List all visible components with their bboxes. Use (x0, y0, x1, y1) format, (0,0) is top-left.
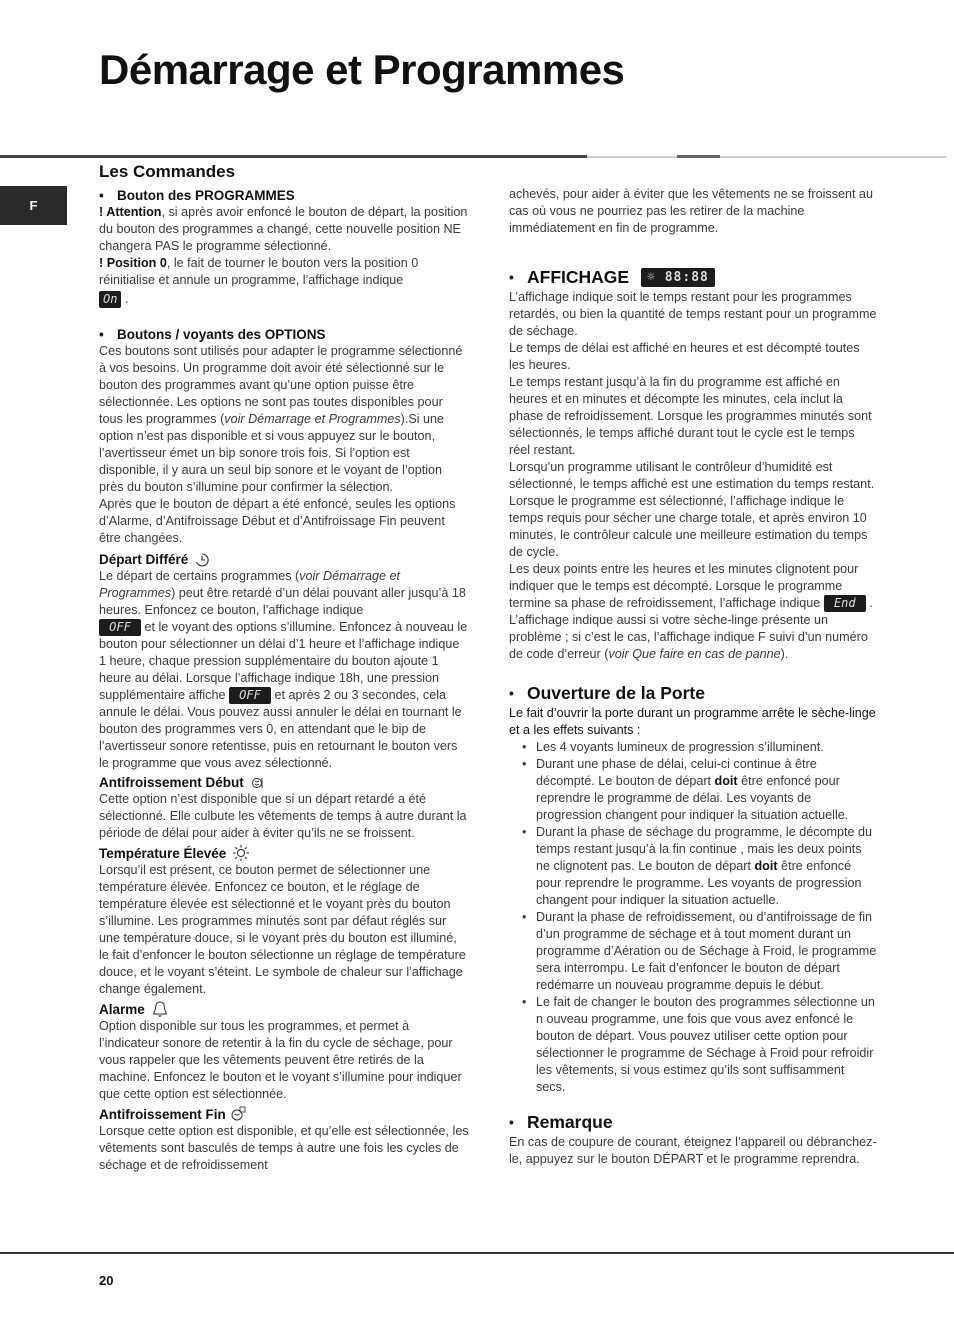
porte-effect-item: • Le fait de changer le bouton des programmes sélectionne un n ouveau programme, une fois que vous avez enfoncé le bouton de départ. Vous pouvez utiliser cette option pour sélectionner le programme de Séchage à Froid pour refroidir les vêtements, si vous estimez qu’ils sont suffisamment secs. (536, 994, 877, 1096)
header-divider-light (587, 156, 677, 158)
temperature-paragraph: Lorsqu’il est présent, ce bouton permet de sélectionner une température élevée. Enfoncez ce bouton, et le réglage de température élevée est sélectionné et le voyant près du bouton s’illumine. Les programmes minutés sont par défaut réglés sur une température douce, si le voyant près du bouton est illuminé, le fait d’enfoncer le bouton sélectionne un réglage de température douce, et le voyant s’éteint. Le symbole de chaleur sur l’affichage change également. (99, 863, 466, 997)
porte-effect-item: • Les 4 voyants lumineux de progression s’illuminent. (536, 739, 877, 756)
programmes-heading: • Bouton des PROGRAMMES (99, 187, 469, 204)
antifroissement-debut-heading (99, 774, 469, 791)
porte-effect-item: • Durant la phase de séchage du programme, le décompte du temps restant jusqu’à la fin continue , mais les deux points ne clignotent pas. Le bouton de départ doit être enfoncé pour reprendre le programme. Les voyants de progression changent pour indiquer la situation actuelle. (536, 824, 877, 909)
remarque-label: Remarque (527, 1112, 613, 1133)
depart-differe-label: Départ Différé (99, 552, 189, 567)
page-title: Démarrage et Programmes (99, 46, 625, 93)
attention-paragraph (99, 204, 469, 255)
lcd-off-display: OFF (99, 619, 141, 636)
section-heading-commandes: Les Commandes (99, 162, 236, 181)
lcd-end-display: End (824, 595, 866, 612)
sun-icon (232, 844, 250, 862)
lcd-off-display-2: OFF (229, 687, 271, 704)
alarme-heading (99, 1000, 469, 1018)
affichage-paragraph-4: Lorsqu’un programme utilisant le contrôleur d’humidité est sélectionné, le temps affiché est une estimation du temps restant. Lorsque le programme est sélectionné, l’affichage indique le temps requis pour sécher une charge totale, et après environ 10 minutes, le contrôleur calcule une meilleure estimation du temps de cycle. (509, 460, 875, 559)
affichage-heading: • AFFICHAGE ☼ 88:88 (509, 265, 877, 289)
header-divider-light-2 (720, 156, 946, 158)
remarque-heading: • Remarque (509, 1112, 613, 1133)
options-heading: • Boutons / voyants des OPTIONS (99, 326, 469, 343)
bell-icon (151, 1000, 169, 1018)
lcd-on-display: On (99, 291, 121, 308)
position0-paragraph: ! Position 0, le fait de tourner le bouton vers la position 0 réinitialise et annule un programme, l’affichage indique On . (99, 256, 419, 306)
options-text-2: ).Si une option n’est pas disponible et si vous appuyez sur le bouton, l’avertisseur émet un bip sonore trois fois. Si l’option est disponible, il y aura un seul bip sonore et le voyant de l’option près du bouton s’illumine pour confirmer la sélection. (99, 412, 445, 494)
affichage-paragraph-2: Le temps de délai est affiché en heures et est décompté toutes les heures. (509, 341, 860, 372)
affichage-paragraph-5: Les deux points entre les heures et les minutes clignotent pour indiquer que le temps est décompté. Lorsque le programme termine sa phase de refroidissement, l’affichage indique End . (509, 562, 873, 611)
alarme-paragraph: Option disponible sur tous les programmes, et permet à l’indicateur sonore de retentir à la fin du cycle de séchage, pour vous rappeler que les vêtements peuvent être retirés de la machine. Enfoncez le bouton et le voyant s’illumine pour indiquer que cette option est sélectionnée. (99, 1019, 462, 1102)
porte-heading: • Ouverture de la Porte (509, 683, 705, 704)
antifroissement-fin-label: Antifroissement Fin (99, 1106, 226, 1122)
position0-label: ! Position 0 (99, 256, 167, 270)
lcd-time-digits: 88:88 (664, 269, 709, 285)
header-divider-accent (677, 155, 720, 158)
options-text-1: Ces boutons sont utilisés pour adapter le programme sélectionné à vos besoins. Un programme doit avoir été sélectionné sur le bouton des programmes avant qu’une option puisse être sélectionnée. Les options ne sont pas toutes disponibles pour tous les programmes ( (99, 344, 463, 426)
tumble-end-icon (229, 1105, 247, 1123)
attention-label: ! Attention (99, 205, 162, 219)
temperature-heading (99, 844, 469, 862)
continuation-paragraph: achevés, pour aider à éviter que les vêtements ne se froissent au cas où vous ne pourriez pas les retirer de la machine immédiatement en fin de programme. (509, 187, 874, 235)
depart-differe-heading (99, 551, 469, 568)
language-tab: F (0, 186, 67, 225)
depart-text-3: et le voyant des options s’illumine. Enfoncez à nouveau le bouton pour sélectionner un délai d’1 heure et l’affichage indique 1 heure, chaque pression supplémentaire du bouton ajoute 1 heure au délai. Lorsque l’affichage indique 18h, une pression supplémentaire affiche (99, 620, 468, 703)
affichage-text-5: Les deux points entre les heures et les minutes clignotent pour indiquer que le temps est décompté. Lorsque le programme termine sa phase de refroidissement, l’affichage indique (509, 562, 859, 610)
left-column (99, 160, 469, 1174)
options-reference: voir Démarrage et Programmes (224, 412, 401, 426)
antifroissement-debut-paragraph: Cette option n’est disponible que si un départ retardé a été sélectionné. Elle culbute les vêtements de temps à autre durant la période de délai pour aider à éviter qu’ils ne se froissent. (99, 792, 467, 841)
attention-text: , si après avoir enfoncé le bouton de départ, la position du bouton des programmes a changé, cette nouvelle position NE changera PAS le programme sélectionné. (99, 205, 468, 253)
page-number: 20 (99, 1273, 114, 1288)
options-paragraph-2: Après que le bouton de départ a été enfoncé, seules les options d’Alarme, d’Antifroissage Début et d’Antifroissage Fin peuvent être changées. (99, 497, 456, 545)
depart-reference: voir Démarrage et Programmes (99, 569, 400, 600)
affichage-text-6: L’affichage indique aussi si votre sèche-linge présente un problème ; si c’est le cas, l’affichage indique F suivi d’un numéro de code d’erreur ( (509, 613, 868, 662)
depart-differe-paragraph (99, 568, 469, 772)
antifroissement-fin-paragraph: Lorsque cette option est disponible, et qu’elle est sélectionnée, les vêtements sont basculés de temps à autre une fois les cycles de séchage et de refroidissement (99, 1124, 469, 1173)
porte-label: Ouverture de la Porte (527, 683, 705, 704)
alarme-label: Alarme (99, 1001, 145, 1017)
affichage-paragraph-6: L’affichage indique aussi si votre sèche-linge présente un problème ; si c’est le cas, l’affichage indique F suivi d’un numéro de code d’erreur (voir Que faire en cas de panne). (509, 613, 868, 662)
porte-effect-item: • Durant une phase de délai, celui-ci continue à être décompté. Le bouton de départ doit être enfoncé pour reprendre le programme de délai. Les voyants de progression changent pour indiquer la situation actuelle. (536, 756, 877, 824)
tumble-start-icon (250, 775, 266, 791)
footer-divider (0, 1252, 954, 1254)
header-divider (0, 155, 587, 158)
affichage-paragraph-1: L’affichage indique soit le temps restant pour les programmes retardés, ou bien la quantité de temps restant pour un programme de séchage. (509, 290, 877, 338)
depart-text-1: Le départ de certains programmes ( (99, 569, 300, 583)
antifroissement-fin-heading (99, 1105, 469, 1123)
position0-text: , le fait de tourner le bouton vers la position 0 réinitialise et annule un programme, l’affichage indique (99, 256, 419, 287)
options-paragraph (99, 343, 469, 496)
remarque-paragraph: En cas de coupure de courant, éteignez l’appareil ou débranchez-le, appuyez sur le bouton DÉPART et le programme reprendra. (509, 1135, 877, 1167)
porte-intro: Le fait d’ouvrir la porte durant un programme arrête le sèche-linge et a les effets suivants : (509, 706, 876, 738)
affichage-paragraph-3: Le temps restant jusqu’à la fin du programme est affiché en heures et en minutes et décompte les minutes, cela inclut la phase de refroidissement. Lorsque les programmes minutés sont sélectionnés, le temps affiché durant tout le cycle est le temps réel restant. (509, 375, 872, 457)
lcd-time-display: ☼ 88:88 (641, 268, 715, 287)
depart-text-4: et après 2 ou 3 secondes, cela annule le délai. Vous pouvez aussi annuler le délai en tournant le bouton des programmes vers 0, en attendant que le bip de l’avertisseur sonore retentisse, puis en retournant le bouton vers le programme que vous avez sélectionné. (99, 688, 462, 771)
affichage-label: AFFICHAGE (527, 267, 630, 287)
porte-effect-item: • Durant la phase de refroidissement, ou d’antifroissage de fin d’un programme de séchage et à tout moment durant un programme d’Aération ou de Séchage à Froid, le programme sera interrompu. Le fait d’enfoncer le bouton de départ redémarre un nouveau programme depuis le début. (536, 909, 877, 994)
temperature-label: Température Élevée (99, 845, 227, 861)
porte-effects-list (509, 739, 877, 1096)
antifroissement-debut-label: Antifroissement Début (99, 775, 244, 791)
depart-text-2: ) peut être retardé d’un délai pouvant aller jusqu’à 18 heures. Enfoncez ce bouton, l’affichage indique (99, 586, 466, 617)
right-column (509, 186, 877, 1168)
clock-icon (194, 552, 210, 568)
affichage-reference: voir Que faire en cas de panne (608, 647, 781, 662)
